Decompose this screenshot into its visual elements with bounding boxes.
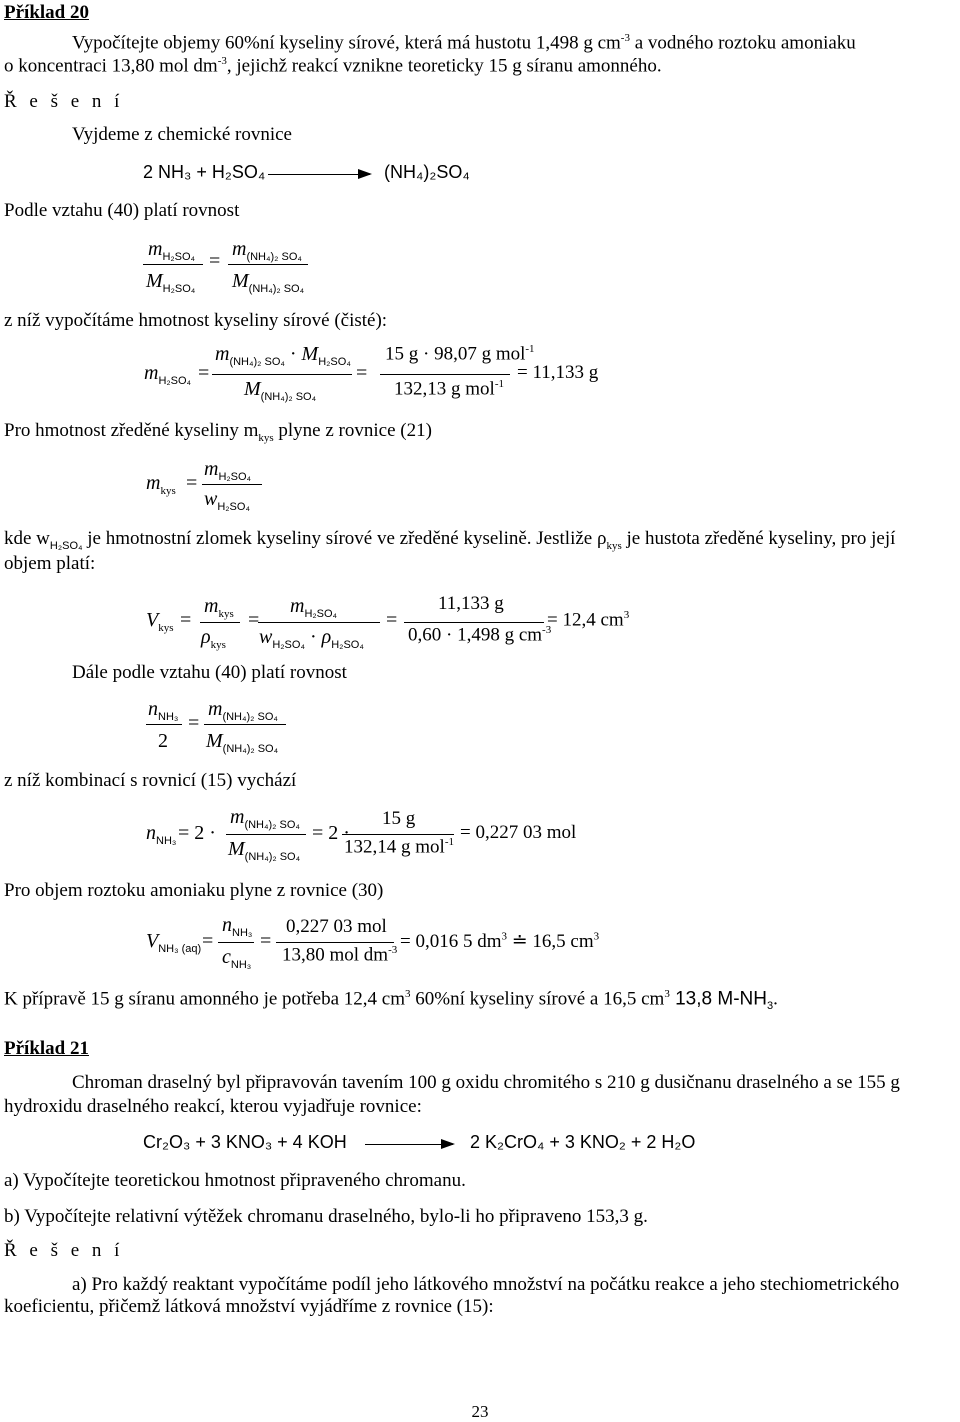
ex21-task-b: b) Vypočítejte relativní výtěžek chromanu draselného, bylo-li ho připraveno 153,3 g.	[4, 1206, 648, 1227]
ex21-solution-label: Ř e š e n í	[4, 1240, 124, 1261]
text-vyjdeme: Vyjdeme z chemické rovnice	[72, 124, 292, 145]
equation-left: 2 NH₃ + H₂SO₄	[143, 162, 266, 182]
text-podle-40: Podle vztahu (40) platí rovnost	[4, 200, 240, 221]
example-20-heading: Příklad 20	[4, 2, 89, 23]
problem-text-line-1: Vypočítejte objemy 60%ní kyseliny sírové, která má hustotu 1,498 g $cm^{-3}$ a vodného roztoku amoniaku	[72, 32, 856, 54]
text-objem: objem platí:	[4, 553, 96, 574]
problem-text-line-2: o koncentraci 13,80 mol $dm^{-3}$, jejichž reakcí vznikne teoreticky 15 g síranu amonného.	[4, 55, 662, 77]
ex21-solution-a-line-1: a) Pro každý reaktant vypočítáme podíl jeho látkového množství na počátku reakce a jeho stechiometrického	[72, 1274, 900, 1295]
page-number: 23	[471, 1402, 489, 1421]
conclusion: K přípravě 15 g síranu amonného je potřeba 12,4 $cm^3$ 60%ní kyseliny sírové a 16,5 $cm^3$ 13,8 $M-NH_3$.	[4, 988, 778, 1013]
ex21-task-a: a) Vypočítejte teoretickou hmotnost připraveného chromanu.	[4, 1170, 466, 1191]
text-pro-hmotnost: Pro hmotnost zředěné kyseliny $m_{kys}$ plyne z rovnice (21)	[4, 420, 432, 444]
ex21-problem-line-2: hydroxidu draselného reakcí, kterou vyjadřuje rovnice:	[4, 1096, 422, 1117]
reaction-arrow	[268, 174, 370, 175]
text-kombinaci: z níž kombinací s rovnicí (15) vychází	[4, 770, 297, 791]
ex21-reaction-arrow	[365, 1144, 453, 1145]
text-pro-objem: Pro objem roztoku amoniaku plyne z rovnice (30)	[4, 880, 384, 901]
solution-label: Ř e š e n í	[4, 91, 124, 112]
ex21-problem-line-1: Chroman draselný byl připravován tavením 100 g oxidu chromitého s 210 g dusičnanu draselného a se 155 g	[72, 1072, 900, 1093]
ex21-equation-right: 2 K₂CrO₄ + 3 KNO₂ + 2 H₂O	[470, 1132, 696, 1152]
text-dale: Dále podle vztahu (40) platí rovnost	[72, 662, 347, 683]
example-21-heading: Příklad 21	[4, 1038, 89, 1059]
ex21-equation-left: Cr₂O₃ + 3 KNO₃ + 4 KOH	[143, 1132, 347, 1152]
ex21-solution-a-line-2: koeficientu, přičemž látková množství vyjádříme z rovnice (15):	[4, 1296, 494, 1317]
text-kde: kde $w_{H_2SO_4}$ je hmotnostní zlomek kyseliny sírové ve zředěné kyselině. Jestliže $\rho_{kys}$ je hustota zředěné kyseliny, pro její	[4, 528, 896, 552]
equation-right: (NH₄)₂SO₄	[384, 162, 470, 182]
text-z-niz: z níž vypočítáme hmotnost kyseliny sírové (čisté):	[4, 310, 388, 331]
mass-result: = 11,133 g	[517, 362, 599, 383]
